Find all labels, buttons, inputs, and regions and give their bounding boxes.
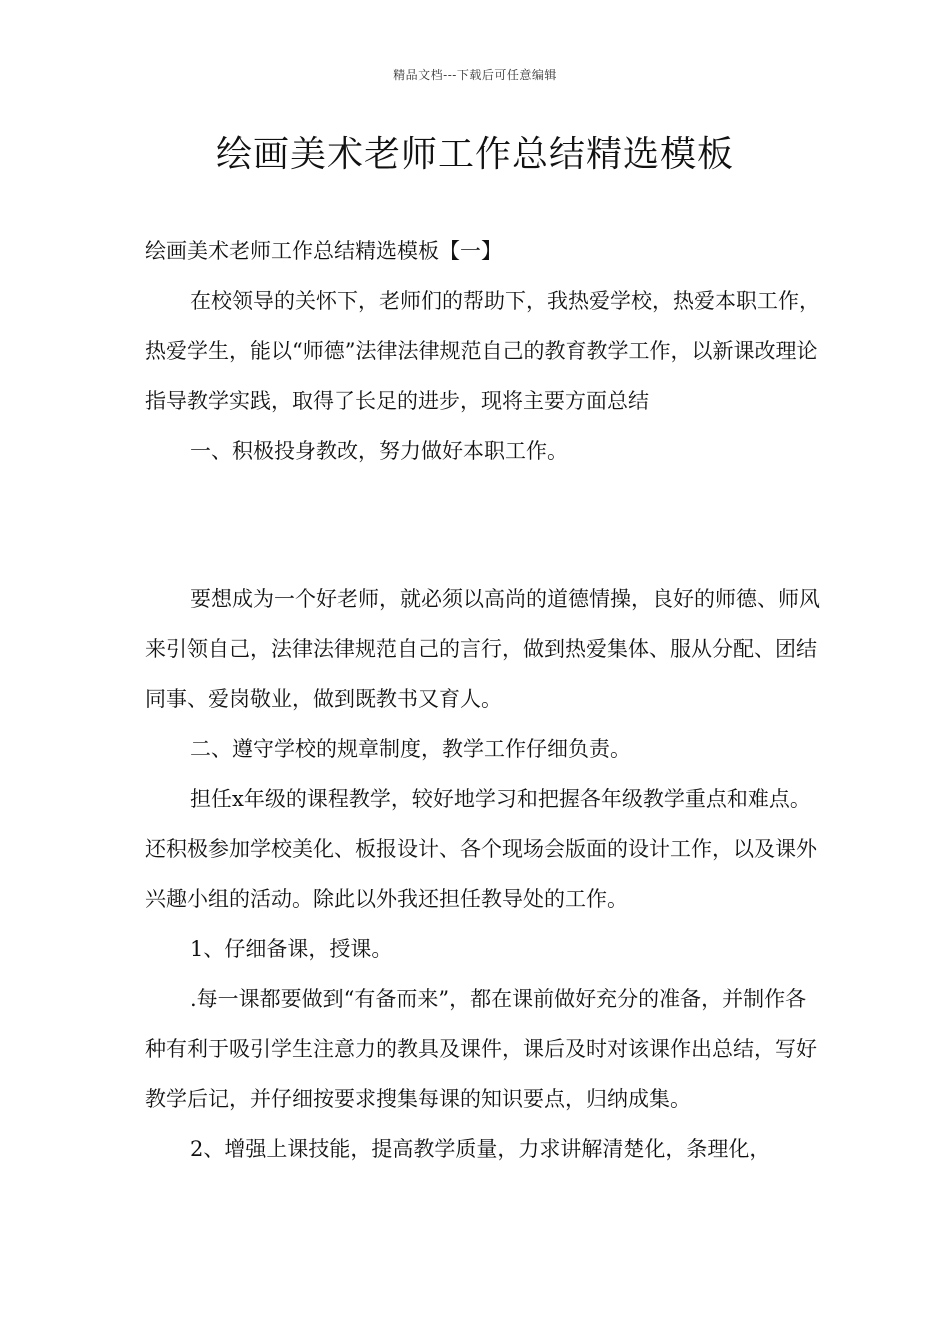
header-note: 精品文档---下载后可任意编辑 [393, 68, 557, 82]
document-body-continued [145, 574, 825, 1174]
paragraph-preparation: .每一课都要做到“有备而来”，都在课前做好充分的准备，并制作各种有利于吸引学生注意力的教具及课件，课后及时对该课作出总结，写好教学后记，并仔细按要求搜集每课的知识要点，归纳成集。 [145, 987, 817, 1111]
document-title: 绘画美术老师工作总结精选模板 [215, 134, 734, 175]
paragraph-teaching: 担任x年级的课程教学，较好地学习和把握各年级教学重点和难点。还积极参加学校美化、板报设计、各个现场会版面的设计工作，以及课外兴趣小组的活动。除此以外我还担任教导处的工作。 [145, 787, 817, 911]
heading-section-one: 一、积极投身教改，努力做好本职工作。 [190, 439, 568, 463]
heading-item-two: 2、增强上课技能，提高教学质量，力求讲解清楚化，条理化， [190, 1137, 771, 1161]
heading-section-two: 二、遵守学校的规章制度，教学工作仔细负责。 [190, 737, 631, 761]
section-subtitle: 绘画美术老师工作总结精选模板【一】 [145, 239, 502, 263]
document-body [145, 226, 825, 476]
paragraph-intro: 在校领导的关怀下，老师们的帮助下，我热爱学校，热爱本职工作，热爱学生，能以“师德”法律法律规范自己的教育教学工作，以新课改理论指导教学实践，取得了长足的进步，现将主要方面总结 [145, 289, 820, 413]
heading-item-one: 1、仔细备课，授课。 [190, 937, 393, 961]
paragraph-ethics: 要想成为一个好老师，就必须以高尚的道德情操，良好的师德、师风来引领自己，法律法律规范自己的言行，做到热爱集体、服从分配、团结同事、爱岗敬业，做到既教书又育人。 [145, 587, 820, 711]
